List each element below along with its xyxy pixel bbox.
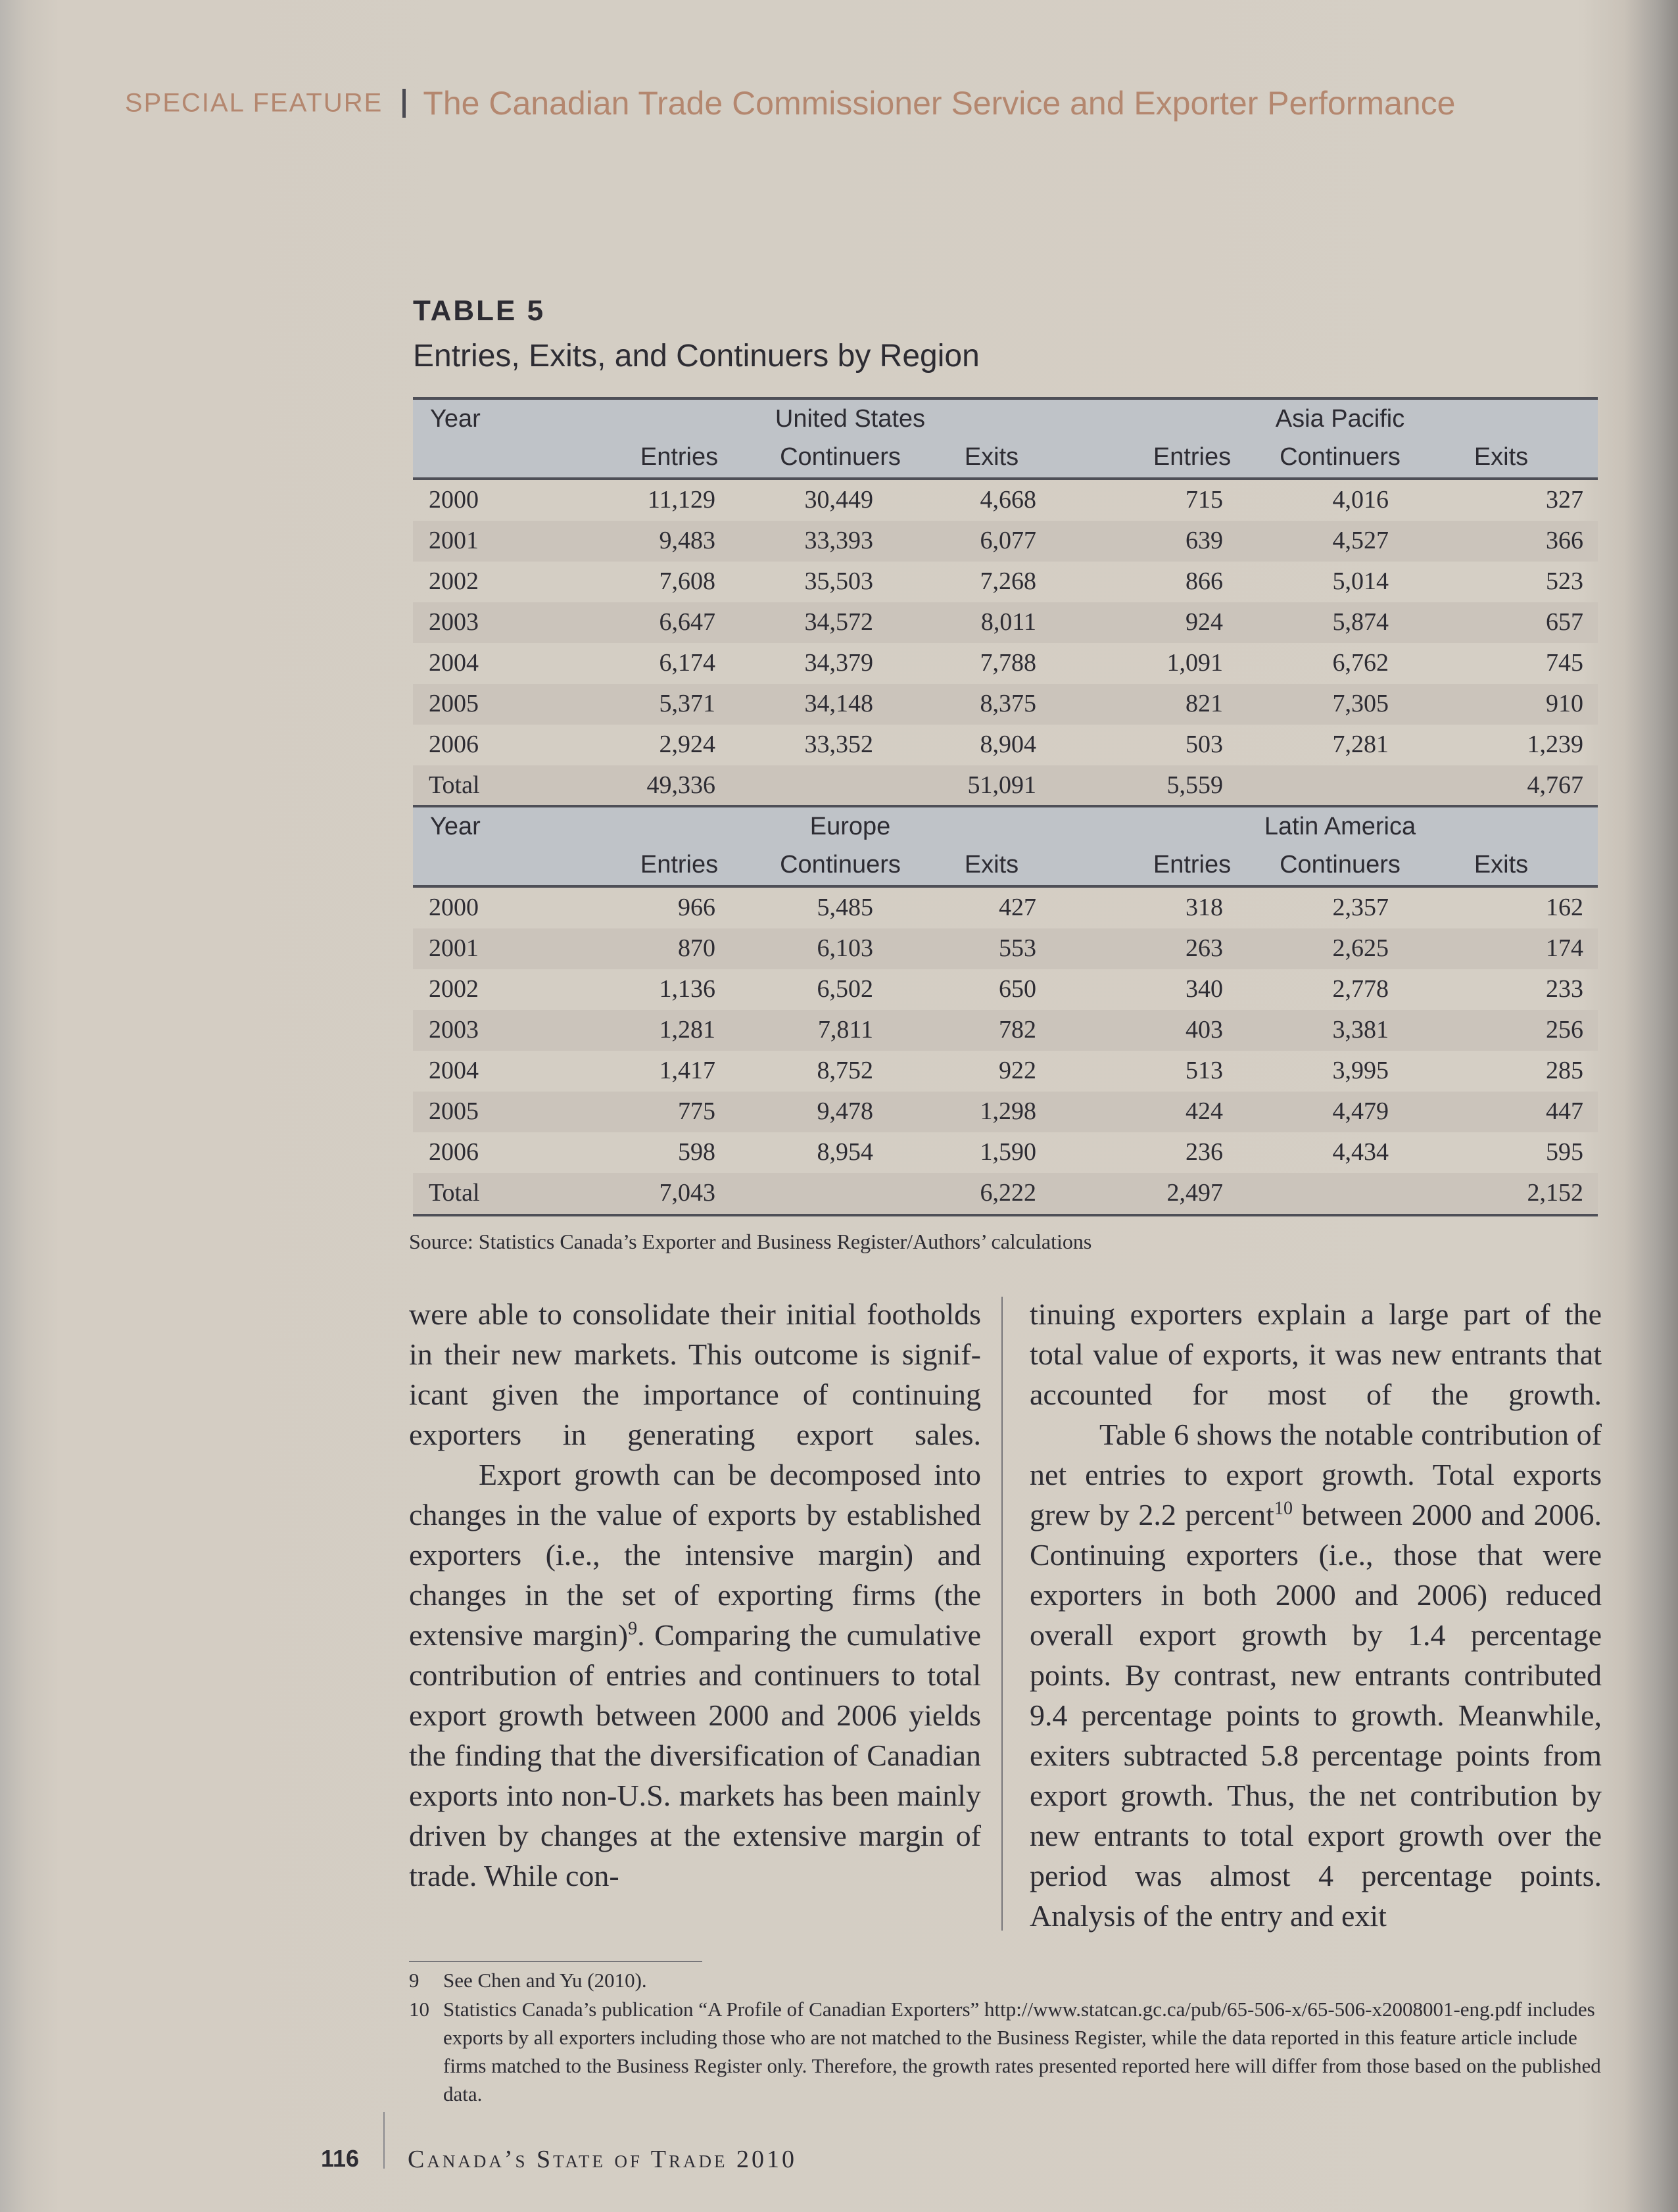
value-cell: 1,136 — [659, 975, 715, 1003]
value-cell: 340 — [1186, 975, 1223, 1003]
value-cell: 3,995 — [1332, 1057, 1389, 1084]
table-total-row — [413, 765, 1598, 809]
value-cell: 318 — [1186, 894, 1223, 921]
table-row — [413, 480, 1598, 521]
column-header: Exits — [1474, 443, 1529, 471]
value-cell: 9,478 — [817, 1097, 873, 1125]
value-cell: 2,357 — [1332, 894, 1389, 921]
body-text: . Comparing the cumulative contribution of entries and continuers to total export growth between 2000 and 2006 yields the finding that the diversification of Canadian exports into non-U.S. markets has been mainly driven by changes at the extensive margin of trade. While con- — [409, 1618, 981, 1892]
value-cell: 34,148 — [804, 690, 873, 717]
value-cell: 51,091 — [967, 771, 1036, 799]
value-cell: 9,483 — [659, 527, 715, 554]
value-cell: 7,608 — [659, 567, 715, 595]
value-cell: 4,434 — [1332, 1138, 1389, 1166]
value-cell: 5,014 — [1332, 567, 1389, 595]
table-row — [413, 1092, 1598, 1132]
header-kicker: SPECIAL FEATURE — [125, 88, 383, 118]
table-source: Source: Statistics Canada’s Exporter and Business Register/Authors’ calculations — [409, 1230, 1092, 1253]
region-header-row — [413, 397, 1598, 438]
table-row — [413, 969, 1598, 1010]
value-cell: 7,043 — [659, 1179, 715, 1207]
value-cell: 366 — [1546, 527, 1583, 554]
value-cell: 598 — [678, 1138, 715, 1166]
footnote-rule — [409, 1961, 702, 1962]
value-cell: 1,281 — [659, 1016, 715, 1044]
year-cell: 2004 — [429, 1057, 479, 1084]
publication-title: Canada’s State of Trade 2010 — [408, 2146, 798, 2173]
value-cell: 8,954 — [817, 1138, 873, 1166]
table-total-row — [413, 1173, 1598, 1216]
footnote-number: 10 — [409, 1998, 429, 2021]
value-cell: 922 — [999, 1057, 1036, 1084]
value-cell: 595 — [1546, 1138, 1583, 1166]
value-cell: 7,788 — [980, 649, 1036, 677]
table-row — [413, 521, 1598, 562]
column-header: Continuers — [780, 443, 901, 471]
value-cell: 523 — [1546, 567, 1583, 595]
column-header: Entries — [640, 443, 719, 471]
footnote-ref-9: 9 — [628, 1618, 638, 1639]
value-cell: 256 — [1546, 1016, 1583, 1044]
column-header: Continuers — [1280, 851, 1401, 878]
column-header: Exits — [1474, 851, 1529, 878]
year-cell: 2006 — [429, 1138, 479, 1166]
footnote-text: See Chen and Yu (2010). — [443, 1969, 647, 1992]
value-cell: 2,152 — [1527, 1179, 1583, 1207]
year-cell: 2005 — [429, 1097, 479, 1125]
body-paragraph — [409, 1455, 981, 1896]
value-cell: 715 — [1186, 486, 1223, 514]
region-header-row — [413, 805, 1598, 846]
region-label-right: Asia Pacific — [1275, 405, 1405, 433]
value-cell: 821 — [1186, 690, 1223, 717]
value-cell: 11,129 — [647, 486, 715, 514]
header-title: The Canadian Trade Commissioner Service and Exporter Performance — [423, 85, 1456, 122]
value-cell: 7,811 — [817, 1016, 873, 1044]
value-cell: 1,590 — [980, 1138, 1036, 1166]
footnote-10 — [409, 1995, 1606, 2108]
value-cell: 35,503 — [804, 567, 873, 595]
value-cell: 8,904 — [980, 731, 1036, 758]
year-header: Year — [430, 813, 481, 840]
value-cell: 870 — [678, 934, 715, 962]
value-cell: 910 — [1546, 690, 1583, 717]
table-row — [413, 928, 1598, 969]
value-cell: 639 — [1186, 527, 1223, 554]
value-cell: 8,375 — [980, 690, 1036, 717]
body-text: Export growth can be decomposed into changes in the value of exports by established exporters (i.e., the intensive margin) and changes in the set of exporting firms (the extensive margin) — [409, 1458, 981, 1652]
value-cell: 775 — [678, 1097, 715, 1125]
value-cell: 424 — [1186, 1097, 1223, 1125]
column-header-row — [413, 438, 1598, 480]
value-cell: 4,527 — [1332, 527, 1389, 554]
column-divider — [1001, 1297, 1003, 1931]
value-cell: 49,336 — [646, 771, 715, 799]
year-cell: 2004 — [429, 649, 479, 677]
value-cell: 8,011 — [980, 608, 1036, 636]
value-cell: 6,647 — [659, 608, 715, 636]
value-cell: 33,352 — [804, 731, 873, 758]
value-cell: 6,103 — [817, 934, 873, 962]
region-label-right: Latin America — [1264, 813, 1416, 840]
value-cell: 1,091 — [1166, 649, 1223, 677]
value-cell: 263 — [1186, 934, 1223, 962]
value-cell: 447 — [1546, 1097, 1583, 1125]
value-cell: 174 — [1546, 934, 1583, 962]
value-cell: 782 — [999, 1016, 1036, 1044]
value-cell: 34,379 — [804, 649, 873, 677]
footnote-ref-10: 10 — [1274, 1498, 1293, 1519]
value-cell: 6,222 — [980, 1179, 1036, 1207]
value-cell: 2,625 — [1332, 934, 1389, 962]
body-paragraph — [1030, 1414, 1602, 1936]
value-cell: 924 — [1186, 608, 1223, 636]
value-cell: 513 — [1186, 1057, 1223, 1084]
value-cell: 745 — [1546, 649, 1583, 677]
value-cell: 5,371 — [659, 690, 715, 717]
column-header: Continuers — [780, 851, 901, 878]
column-header: Exits — [964, 851, 1019, 878]
value-cell: 553 — [999, 934, 1036, 962]
value-cell: 2,924 — [659, 731, 715, 758]
region-label-left: United States — [775, 405, 926, 433]
value-cell: 1,239 — [1527, 731, 1583, 758]
value-cell: 5,874 — [1332, 608, 1389, 636]
value-cell: 1,298 — [980, 1097, 1036, 1125]
body-paragraph: were able to consolidate their initial footholds in their new markets. This outcome is significant given the importance of continuing exporters in generating export sales. — [409, 1297, 981, 1451]
year-cell: Total — [429, 771, 480, 799]
column-header: Continuers — [1280, 443, 1401, 471]
body-column-left — [409, 1294, 981, 1896]
value-cell: 7,281 — [1332, 731, 1389, 758]
footer-divider — [383, 2112, 385, 2169]
value-cell: 34,572 — [804, 608, 873, 636]
page-number: 116 — [321, 2145, 360, 2172]
header-divider — [402, 89, 406, 118]
value-cell: 6,762 — [1332, 649, 1389, 677]
value-cell: 1,417 — [659, 1057, 715, 1084]
year-header: Year — [430, 405, 481, 433]
year-cell: 2003 — [429, 608, 479, 636]
value-cell: 4,767 — [1527, 771, 1583, 799]
footnote-text: Statistics Canada’s publication “A Profile of Canadian Exporters” http://www.statcan.gc.ca/pub/65-506-x/65-506-x2008001-eng.pdf includes exports by all exporters including those who are not matched to the Business Register, while the data reported in this feature article include firms matched to the Business Register only. Therefore, the growth rates presented reported here will differ from those based on the published data. — [443, 1998, 1601, 2105]
value-cell: 2,497 — [1166, 1179, 1223, 1207]
value-cell: 162 — [1546, 894, 1583, 921]
year-cell: 2002 — [429, 567, 479, 595]
table-label: TABLE 5 — [413, 295, 546, 327]
value-cell: 3,381 — [1332, 1016, 1389, 1044]
value-cell: 650 — [999, 975, 1036, 1003]
footnote-9 — [409, 1966, 1606, 1994]
year-cell: 2002 — [429, 975, 479, 1003]
body-paragraph: tinuing exporters explain a large part of the total value of exports, it was new entrants that accounted for most of the growth. — [1030, 1297, 1602, 1411]
value-cell: 403 — [1186, 1016, 1223, 1044]
value-cell: 4,479 — [1332, 1097, 1389, 1125]
column-header-row — [413, 846, 1598, 888]
footnote-number: 9 — [409, 1969, 420, 1992]
value-cell: 966 — [678, 894, 715, 921]
value-cell: 8,752 — [817, 1057, 873, 1084]
table-block-us-asia — [413, 397, 1598, 809]
value-cell: 7,268 — [980, 567, 1036, 595]
value-cell: 6,077 — [980, 527, 1036, 554]
value-cell: 7,305 — [1332, 690, 1389, 717]
table-row — [413, 1051, 1598, 1092]
value-cell: 30,449 — [804, 486, 873, 514]
value-cell: 285 — [1546, 1057, 1583, 1084]
year-cell: 2003 — [429, 1016, 479, 1044]
table-row — [413, 1010, 1598, 1051]
table-row — [413, 562, 1598, 602]
year-cell: 2001 — [429, 527, 479, 554]
region-label-left: Europe — [809, 813, 891, 840]
running-header — [125, 84, 1455, 124]
value-cell: 427 — [999, 894, 1036, 921]
year-cell: 2000 — [429, 894, 479, 921]
body-text: between 2000 and 2006. Continuing exporters (i.e., those that were exporters in both 2000 and 2006) reduced overall export growth by 1.4 percentage points. By contrast, new entrants contributed 9.4 percentage points to growth. Meanwhile, exiters subtracted 5.8 percentage points from export growth. Thus, the net contribution by new entrants to total export growth over the period was almost 4 percentage points. Analysis of the entry and exit — [1030, 1498, 1602, 1933]
table-caption: Entries, Exits, and Continuers by Region — [413, 339, 980, 373]
year-cell: 2005 — [429, 690, 479, 717]
value-cell: 5,559 — [1166, 771, 1223, 799]
year-cell: 2001 — [429, 934, 479, 962]
value-cell: 4,668 — [980, 486, 1036, 514]
table-row — [413, 684, 1598, 725]
value-cell: 657 — [1546, 608, 1583, 636]
year-cell: Total — [429, 1179, 480, 1207]
value-cell: 5,485 — [817, 894, 873, 921]
value-cell: 6,174 — [659, 649, 715, 677]
body-text: Table 6 shows the notable contribution of net entries to export growth. Total exports grew by 2.2 percent — [1030, 1418, 1602, 1531]
year-cell: 2000 — [429, 486, 479, 514]
year-cell: 2006 — [429, 731, 479, 758]
table-row — [413, 888, 1598, 928]
value-cell: 233 — [1546, 975, 1583, 1003]
value-cell: 503 — [1186, 731, 1223, 758]
body-column-right — [1030, 1294, 1602, 1936]
table-block-europe-latam — [413, 805, 1598, 1216]
column-header: Exits — [964, 443, 1019, 471]
value-cell: 236 — [1186, 1138, 1223, 1166]
value-cell: 2,778 — [1332, 975, 1389, 1003]
column-header: Entries — [1153, 851, 1232, 878]
table-row — [413, 643, 1598, 684]
value-cell: 4,016 — [1332, 486, 1389, 514]
value-cell: 327 — [1546, 486, 1583, 514]
value-cell: 6,502 — [817, 975, 873, 1003]
column-header: Entries — [1153, 443, 1232, 471]
value-cell: 866 — [1186, 567, 1223, 595]
value-cell: 33,393 — [804, 527, 873, 554]
table-row — [413, 1132, 1598, 1173]
column-header: Entries — [640, 851, 719, 878]
table-row — [413, 725, 1598, 765]
table-row — [413, 602, 1598, 643]
